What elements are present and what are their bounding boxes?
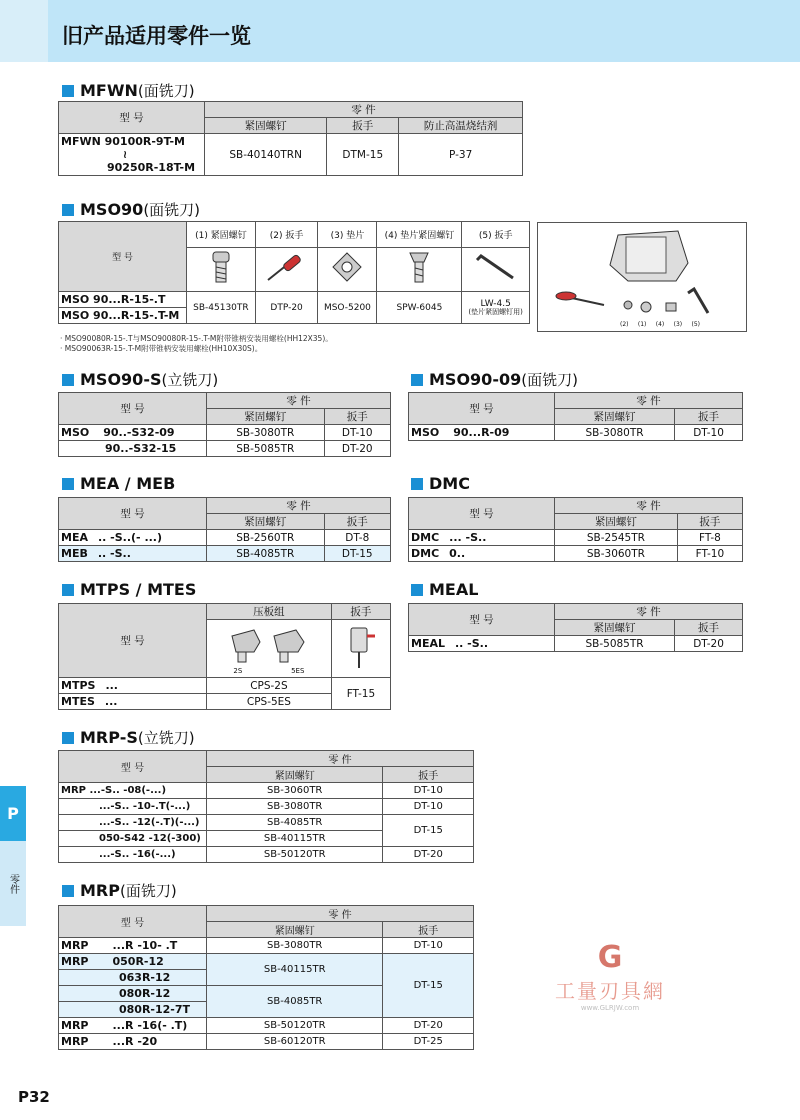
mso9009-table: 型 号 零 件 紧固螺钉 扳手 MSO 90...R-09 SB-3080TR DT-10 bbox=[408, 392, 743, 441]
mso90-assembly-diagram: (2) (1) (4) (3) (5) bbox=[537, 222, 747, 332]
mea-table: 型 号 零 件 紧固螺钉 扳手 MEA .. -S..(- ...) SB-2560TR DT-8 MEB .. -S.. SB-4085TR DT-15 bbox=[58, 497, 391, 562]
section-mrps-title: MRP-S (立铣刀) bbox=[62, 727, 195, 748]
section-mfwn-title: MFWN (面铣刀) bbox=[62, 80, 195, 101]
page-title: 旧产品适用零件一览 bbox=[62, 24, 251, 48]
t-wrench-icon bbox=[331, 620, 390, 678]
shim-icon bbox=[318, 248, 377, 292]
screwdriver-icon bbox=[255, 248, 318, 292]
section-dmc-title: DMC bbox=[411, 474, 470, 493]
mfwn-table: 型 号 零 件 紧固螺钉 扳手 防止高温烧结剂 MFWN 90100R-9T-M ≀ 90250R-18T-M SB-40140TRN DTM-15 P-37 bbox=[58, 101, 523, 176]
section-mso9009-title: MSO90-09 (面铣刀) bbox=[411, 369, 578, 390]
mrps-table: 型 号 零 件 紧固螺钉 扳手 MRP ...-S.. -08(-...) SB-3060TR DT-10 ...-S.. -10-.T(-...) SB-3080TR DT-10 ...-S.. -12(-.T)(-...) SB-4085TR DT-15 050-S42 -12(-300) SB-40115TR ...-S.. -16(-...) SB-50120TR DT-20 bbox=[58, 750, 474, 863]
bullet-square-icon bbox=[62, 584, 74, 596]
mtps-table: 型 号 压板组 扳手 2S 5ES MTPS ... CPS-2S FT-15 MTES ... CPS-5ES bbox=[58, 603, 391, 710]
bullet-square-icon bbox=[62, 204, 74, 216]
bullet-square-icon bbox=[411, 478, 423, 490]
hex-key-icon bbox=[462, 248, 530, 292]
mrp-table: 型 号 零 件 紧固螺钉 扳手 MRP ...R -10- .T SB-3080TR DT-10 MRP 050R-12 SB-40115TR DT-15 063R-12 080R-12 SB-4085TR 080R-12-7T MRP ...R -16(- .T) SB-50120TR DT-20 MRP ...R -20 SB-60120TR DT-25 bbox=[58, 905, 474, 1050]
section-mrp-title: MRP (面铣刀) bbox=[62, 880, 177, 901]
bullet-square-icon bbox=[411, 584, 423, 596]
shim-screw-icon bbox=[377, 248, 462, 292]
mso90-note-2: · MSO90063R-15-.T-M附带锥柄安装用螺栓(HH10X30S)。 bbox=[60, 344, 263, 353]
mso90s-table: 型 号 零 件 紧固螺钉 扳手 MSO 90..-S32-09 SB-3080TR DT-10 90..-S32-15 SB-5085TR DT-20 bbox=[58, 392, 391, 457]
dmc-table: 型 号 零 件 紧固螺钉 扳手 DMC ... -S.. SB-2545TR FT-8 DMC 0.. SB-3060TR FT-10 bbox=[408, 497, 743, 562]
meal-table: 型 号 零 件 紧固螺钉 扳手 MEAL .. -S.. SB-5085TR DT-20 bbox=[408, 603, 743, 652]
section-mso90s-title: MSO90-S (立铣刀) bbox=[62, 369, 218, 390]
section-mso90-title: MSO90 (面铣刀) bbox=[62, 199, 200, 220]
section-mtps-title: MTPS / MTES bbox=[62, 580, 196, 599]
mso90-table: 型 号 (1) 紧固螺钉 (2) 扳手 (3) 垫片 (4) 垫片紧固螺钉 (5) 扳手 MSO 90...R-15-.T SB-45130TR DTP-20 MSO-5200 SPW-6045 LW-4.5 (垫片紧固螺钉用) MSO 90...R-15-.T-M bbox=[58, 221, 530, 324]
page-number: P32 bbox=[18, 1088, 50, 1106]
watermark: G 工量刃具網 www.GLRJW.com bbox=[540, 940, 680, 1020]
section-mea-title: MEA / MEB bbox=[62, 474, 175, 493]
screw-icon bbox=[187, 248, 256, 292]
side-tab-p: P bbox=[0, 786, 26, 841]
mfwn-model: MFWN 90100R-9T-M ≀ 90250R-18T-M bbox=[59, 134, 205, 176]
mso90-note-1: · MSO90080R-15-.T与MSO90080R-15-.T-M附带锥柄安装用螺栓(HH12X35)。 bbox=[60, 334, 333, 343]
watermark-logo-icon: G bbox=[597, 940, 623, 975]
clamp-set-icon: 2S 5ES bbox=[207, 620, 332, 678]
bullet-square-icon bbox=[62, 478, 74, 490]
bullet-square-icon bbox=[62, 885, 74, 897]
bullet-square-icon bbox=[411, 374, 423, 386]
bullet-square-icon bbox=[62, 85, 74, 97]
bullet-square-icon bbox=[62, 374, 74, 386]
section-meal-title: MEAL bbox=[411, 580, 478, 599]
bullet-square-icon bbox=[62, 732, 74, 744]
banner-accent bbox=[0, 0, 48, 62]
side-tab-label: 零件 bbox=[0, 841, 26, 926]
